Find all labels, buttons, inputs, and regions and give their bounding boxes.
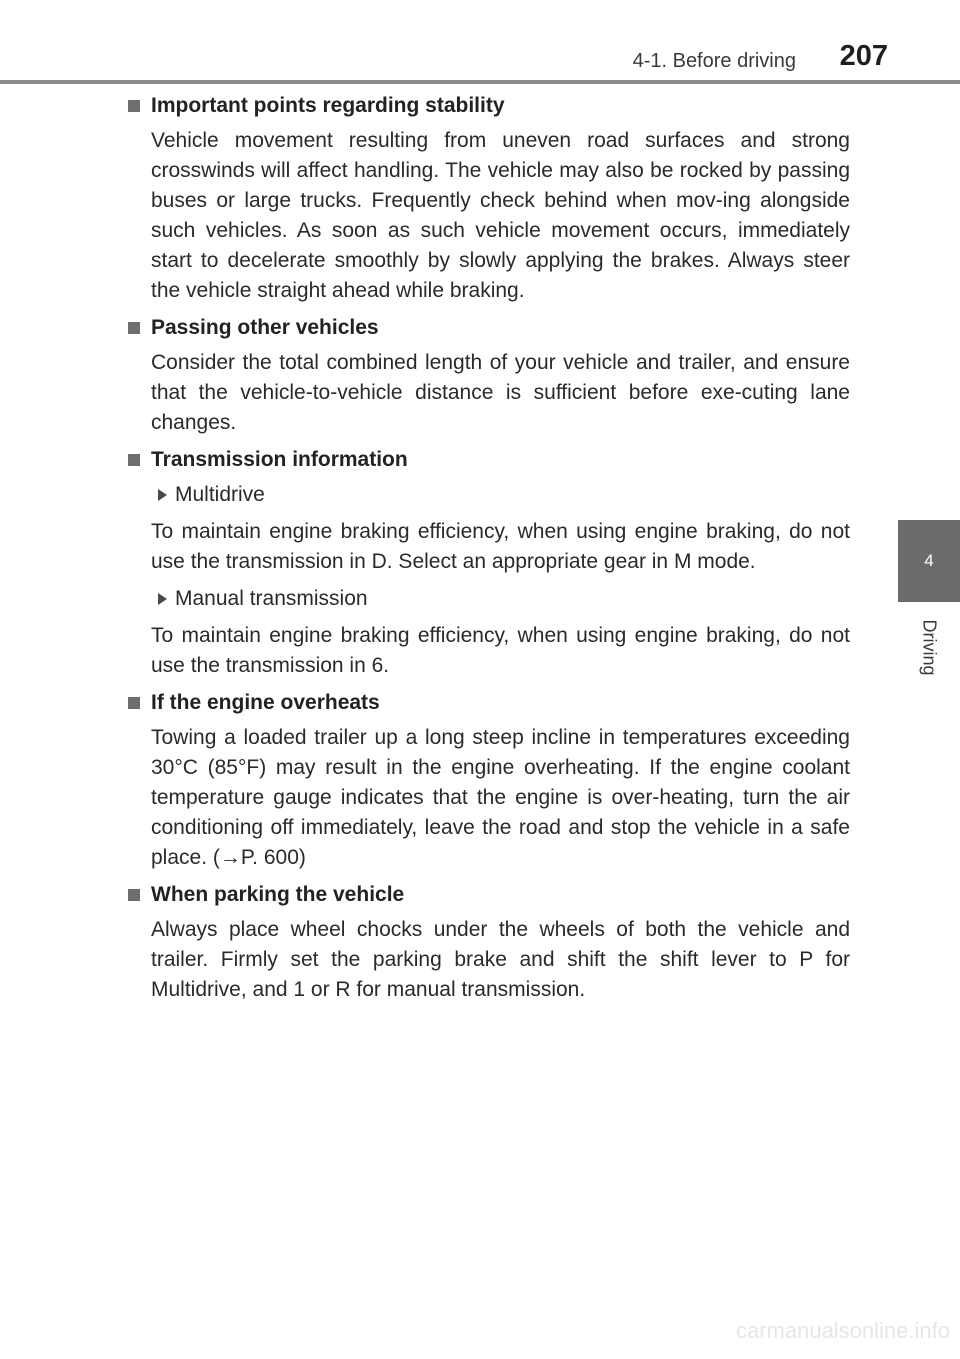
chapter-number: 4	[924, 551, 934, 570]
section-heading	[128, 445, 850, 475]
square-bullet-icon	[128, 697, 140, 709]
chapter-label	[898, 606, 960, 688]
square-bullet-icon	[128, 889, 140, 901]
triangle-bullet-icon	[158, 489, 167, 501]
footer-watermark: carmanualsonline.info	[735, 1318, 950, 1343]
section-heading-text: Transmission information	[151, 448, 408, 471]
section-heading-text: Important points regarding stability	[151, 94, 505, 117]
header-section-title: 4-1. Before driving	[632, 50, 796, 72]
chapter-title: Driving	[919, 618, 940, 676]
triangle-bullet-icon	[158, 593, 167, 605]
section-heading	[128, 688, 850, 718]
sub-bullet	[151, 584, 850, 614]
section-paragraph: To maintain engine braking efficiency, when using engine braking, do not use the transmission in D. Select an appropriate gear in M mode.	[151, 520, 850, 573]
square-bullet-icon	[128, 322, 140, 334]
section-paragraph: Consider the total combined length of your vehicle and trailer, and ensure that the vehicle-to-vehicle distance is sufficient before exe-cuting lane changes.	[151, 351, 850, 434]
header-divider	[0, 80, 960, 84]
sub-bullet	[151, 480, 850, 510]
section-heading-text: Passing other vehicles	[151, 316, 379, 339]
section-heading	[128, 880, 850, 910]
section-paragraph: Towing a loaded trailer up a long steep incline in temperatures exceeding 30°C (85°F) may result in the engine overheating. If the engine coolant temperature gauge indicates that the engine is over-heating, turn the air conditioning off immediately, leave the road and stop the vehicle in a safe place. (→P. 600)	[151, 726, 850, 869]
chapter-tab[interactable]	[898, 520, 960, 602]
section-heading-text: When parking the vehicle	[151, 883, 405, 906]
section-paragraph: Vehicle movement resulting from uneven road surfaces and strong crosswinds will affect handling. The vehicle may also be rocked by passing buses or large trucks. Frequently check behind when mov-ing alongside such vehicles. As soon as such vehicle movement occurs, immediately start to decelerate smoothly by slowly applying the brakes. Always steer the vehicle straight ahead while braking.	[151, 129, 850, 302]
section-heading-text: If the engine overheats	[151, 691, 380, 714]
page-number: 207	[839, 40, 888, 72]
sub-bullet-text: Multidrive	[175, 483, 265, 506]
page-content	[128, 91, 850, 1012]
section-heading	[128, 313, 850, 343]
square-bullet-icon	[128, 454, 140, 466]
section-heading	[128, 91, 850, 121]
section-paragraph: Always place wheel chocks under the wheels of both the vehicle and trailer. Firmly set the parking brake and shift the shift lever to P for Multidrive, and 1 or R for manual transmission.	[151, 918, 850, 1001]
sub-bullet-text: Manual transmission	[175, 587, 368, 610]
section-paragraph: To maintain engine braking efficiency, when using engine braking, do not use the transmission in 6.	[151, 624, 850, 677]
square-bullet-icon	[128, 100, 140, 112]
